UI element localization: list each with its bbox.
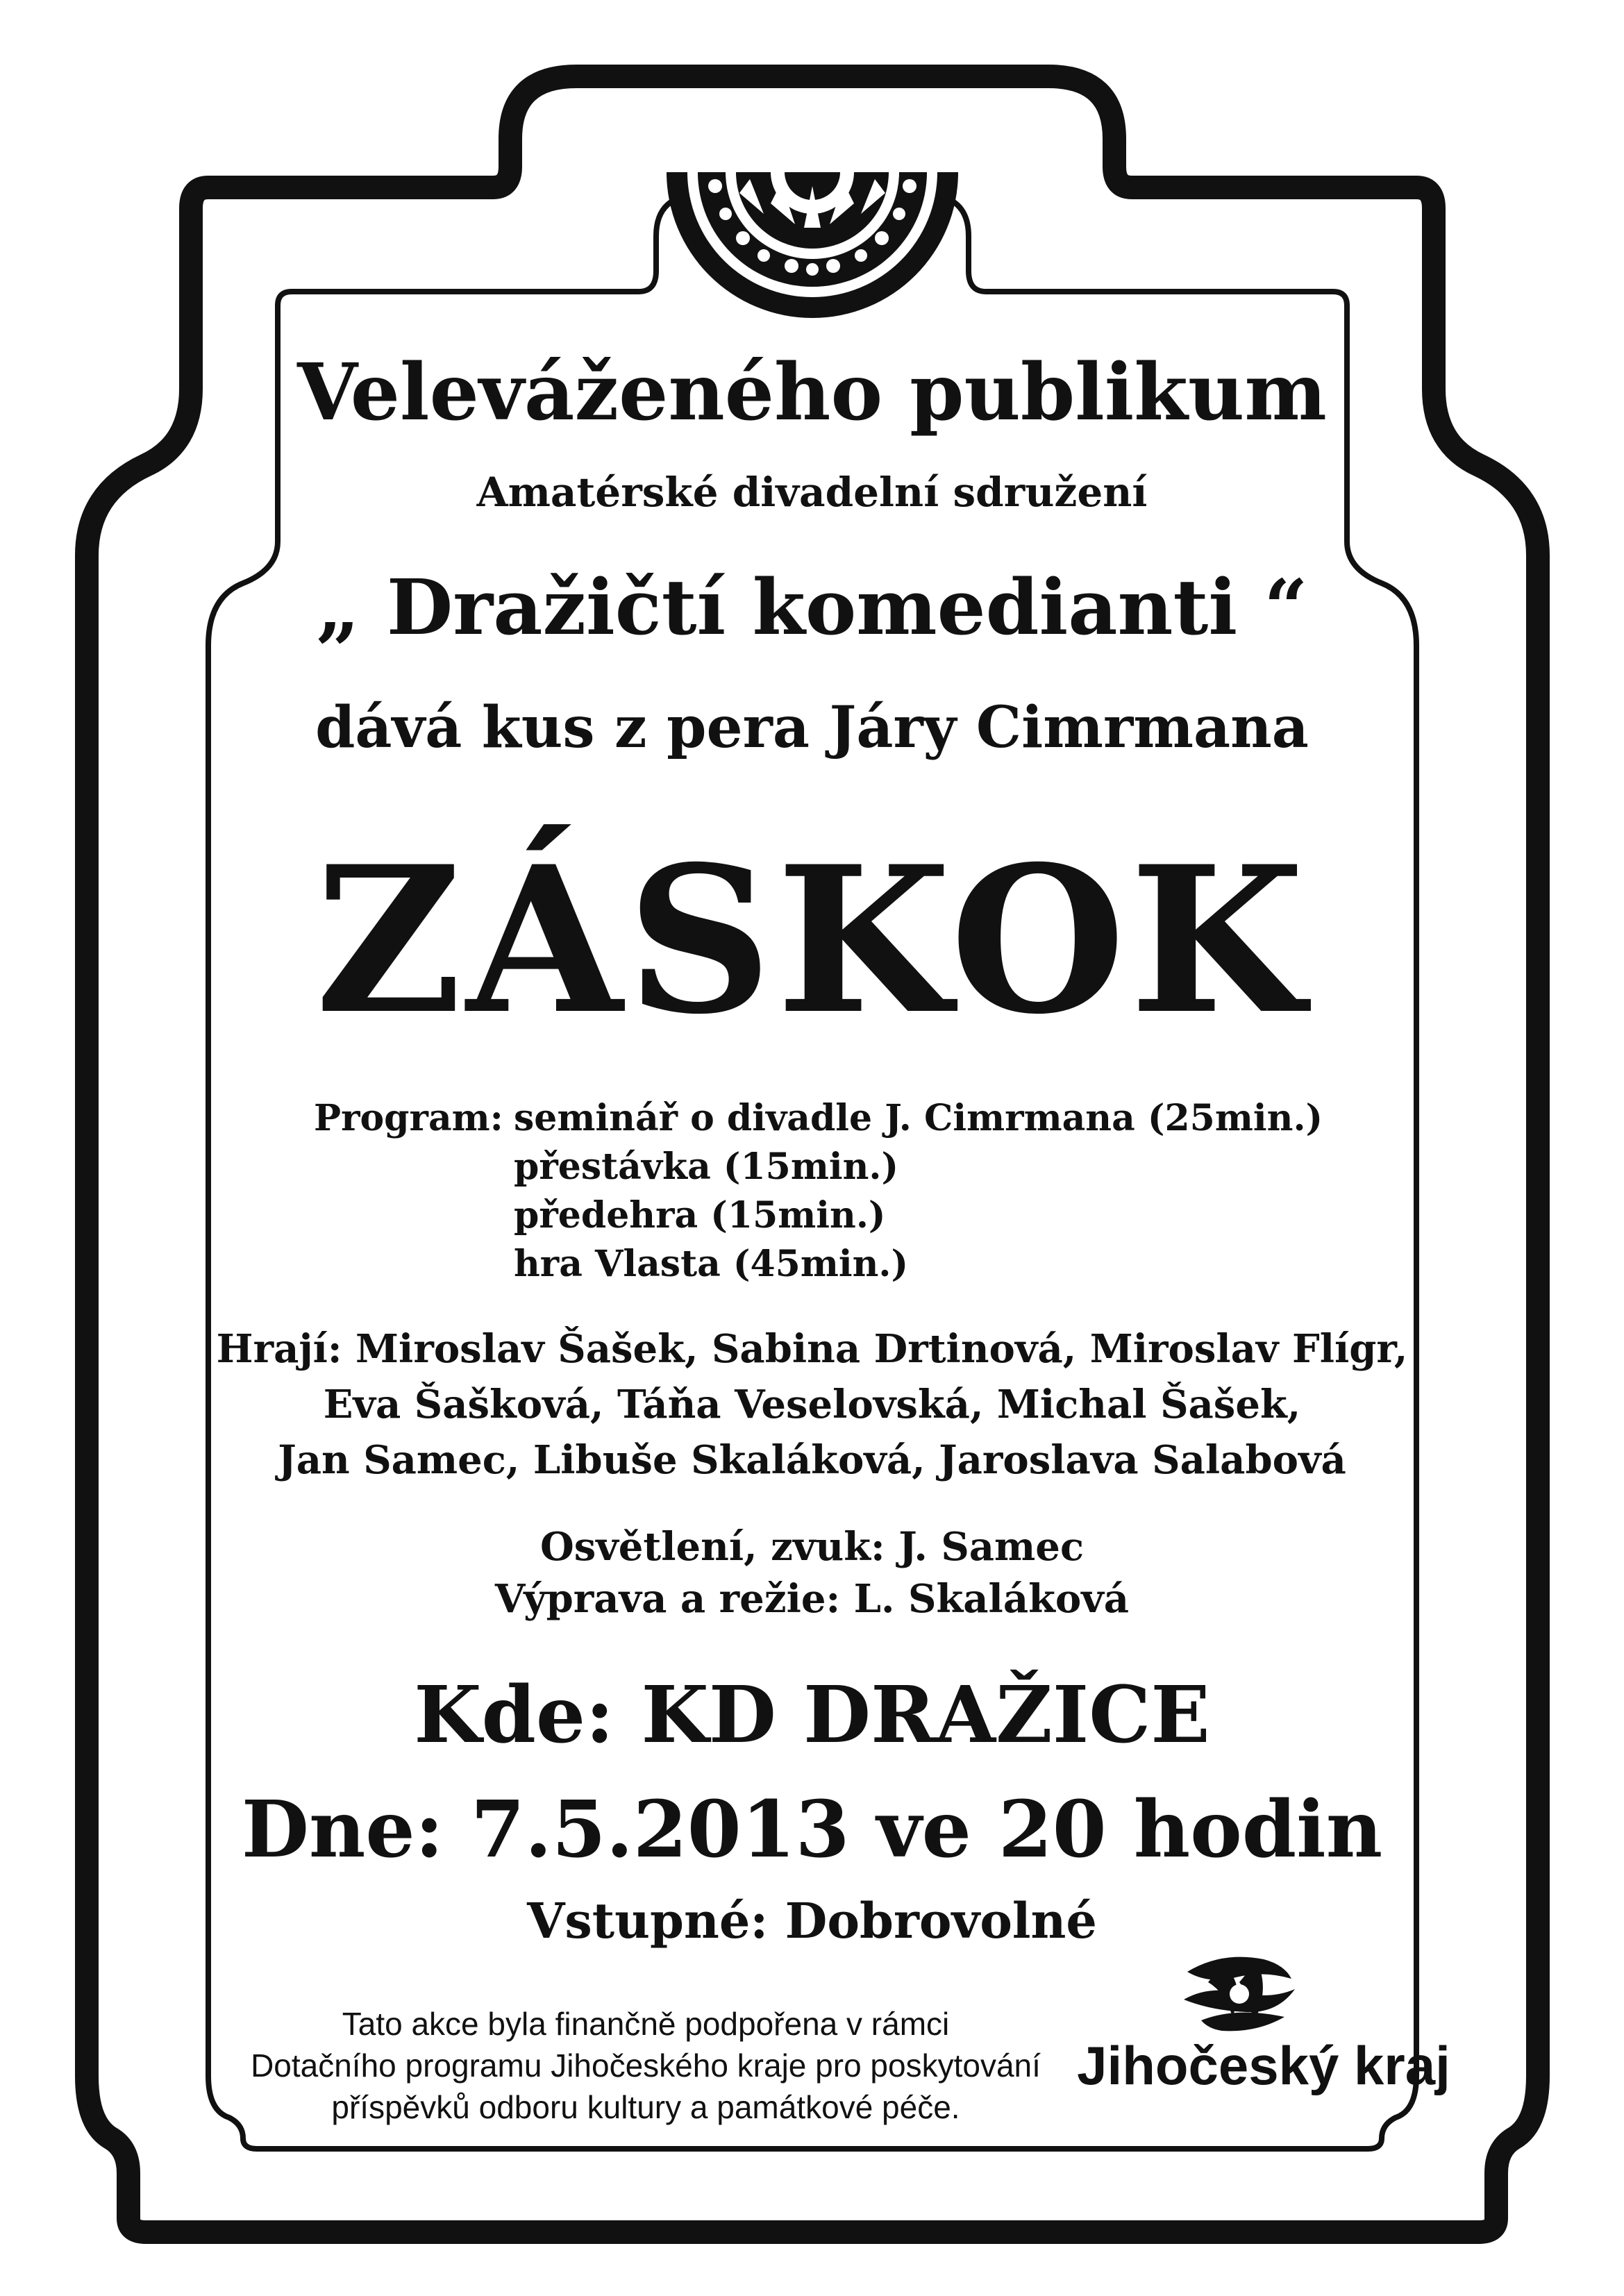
funding-line-2: Dotačního programu Jihočeského kraje pro poskytování [251,2047,1041,2084]
program-item-4: hra Vlasta (45min.) [514,1243,909,1285]
organizer-line: Amatérské divadelní sdružení [476,469,1148,516]
event-admission: Vstupné: Dobrovolné [527,1892,1097,1950]
troupe-name: „ Dražičtí komedianti “ [316,562,1308,652]
funding-line-3: příspěvků odboru kultury a památkové péče. [331,2089,960,2125]
cast-line-2: Eva Šašková, Táňa Veselovská, Michal Šašek, [323,1382,1301,1427]
jihocesky-kraj-emblem-icon [1180,1951,1298,2034]
presents-line: dává kus z pera Járy Cimrmana [315,694,1309,761]
crew-direction: Výprava a režie: L. Skaláková [494,1576,1130,1622]
crew-lighting: Osvětlení, zvuk: J. Samec [539,1524,1085,1570]
program-item-3: předehra (15min.) [514,1194,886,1237]
event-where: Kde: KD DRAŽICE [414,1670,1210,1761]
play-title: ZÁSKOK [315,823,1309,1059]
cast-line-3: Jan Samec, Libuše Skaláková, Jaroslava Salabová [278,1437,1346,1483]
funding-line-1: Tato akce byla finančně podpořena v rámci [342,2006,950,2042]
lace-rosette-icon [660,165,965,332]
logo-text: Jihočeský kraj [1077,2035,1450,2096]
greeting-heading: Veleváženého publikum [297,347,1327,438]
event-when: Dne: 7.5.2013 ve 20 hodin [241,1784,1383,1875]
funding-note [167,2003,1125,2128]
program-label: Program: [314,1097,503,1139]
cast-line-1: Hrají: Miroslav Šašek, Sabina Drtinová, Miroslav Flígr, [216,1326,1408,1372]
program-item-2: přestávka (15min.) [514,1146,899,1188]
program-item-1: seminář o divadle J. Cimrmana (25min.) [514,1097,1323,1139]
